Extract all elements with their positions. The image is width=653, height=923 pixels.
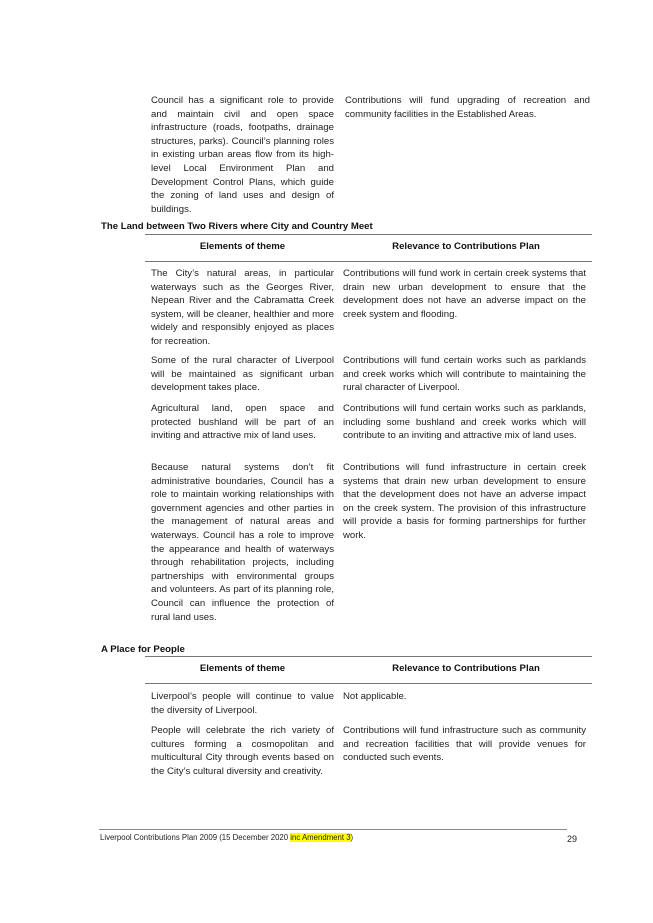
page-number: 29 — [567, 834, 578, 844]
column-header-elements: Elements of theme — [199, 663, 286, 674]
table-row-left — [151, 267, 334, 349]
table-row-left — [151, 461, 334, 624]
table-row-left — [151, 354, 334, 395]
table-row-right — [343, 690, 586, 704]
table-row-right — [343, 461, 586, 543]
header-bottom-rule — [145, 261, 592, 262]
table-row-right — [343, 267, 586, 321]
footer-close: ) — [350, 833, 354, 842]
section-heading-place-for-people: A Place for People — [101, 644, 185, 655]
column-header-relevance: Relevance to Contributions Plan — [392, 663, 540, 674]
row-element-text: Liverpool’s people will continue to value the diversity of Liverpool. — [151, 691, 334, 716]
table-row-left — [151, 690, 334, 717]
table-top-rule — [145, 656, 592, 657]
table-row-left — [151, 402, 334, 443]
section-heading-two-rivers: The Land between Two Rivers where City and Country Meet — [101, 221, 373, 232]
column-header-relevance: Relevance to Contributions Plan — [392, 241, 540, 252]
table-row-right — [343, 724, 586, 765]
row-element-text: People will celebrate the rich variety of cultures forming a cosmopolitan and multicultural City through events based on the City’s cultural diversity and creativity. — [151, 725, 334, 777]
intro-left-cell — [151, 94, 334, 216]
table-row-right — [343, 402, 586, 443]
column-header-elements: Elements of theme — [199, 241, 286, 252]
row-relevance-text: Not applicable. — [343, 691, 407, 702]
footer-highlight: inc Amendment 3 — [290, 833, 351, 842]
row-relevance-text: Contributions will fund certain works such as parklands and creek works which will contribute to maintaining the rural character of Liverpool. — [343, 355, 586, 394]
row-element-text: Agricultural land, open space and protected bushland will be part of an inviting and attractive mix of land uses. — [151, 403, 334, 442]
intro-right-cell — [345, 94, 590, 121]
row-element-text: The City’s natural areas, in particular waterways such as the Georges River, Nepean River and the Cabramatta Creek system, will be cleaner, healthier and more widely and responsibly enjoyed as places for recreation. — [151, 268, 334, 347]
header-bottom-rule — [145, 683, 592, 684]
row-relevance-text: Contributions will fund infrastructure in certain creek systems that drain new urban development to ensure that the development does not have an adverse impact on the creek system. The provision of this infrastructure will provide a basis for forming partnerships for further work. — [343, 462, 586, 541]
table-row-right — [343, 354, 586, 395]
row-relevance-text: Contributions will fund work in certain creek systems that drain new urban development to ensure that the development does not have an adverse impact on the creek system and flooding. — [343, 268, 586, 320]
row-element-text: Because natural systems don’t fit administrative boundaries, Council has a role to maintain working relationships with government agencies and other parties in the management of natural areas and waterways. Council has a role to improve the appearance and health of waterways through rehabilitation projects, including partnerships with environmental groups and volunteers. As part of its planning role, Council can influence the protection of rural land uses. — [151, 462, 334, 623]
row-element-text: Some of the rural character of Liverpool will be maintained as significant urban development takes place. — [151, 355, 334, 394]
intro-right-text: Contributions will fund upgrading of recreation and community facilities in the Established Areas. — [345, 95, 590, 120]
table-top-rule — [145, 234, 592, 235]
intro-left-text: Council has a significant role to provide and maintain civil and open space infrastructure (roads, footpaths, drainage structures, parks). Council’s planning roles in existing urban areas flow from its high-level Local Environment Plan and Development Control Plans, which guide the zoning of land uses and design of buildings. — [151, 95, 334, 215]
row-relevance-text: Contributions will fund infrastructure such as community and recreation facilities that will provide venues for conducted such events. — [343, 725, 586, 764]
footer-title: Liverpool Contributions Plan 2009 (15 December 2020 — [100, 833, 291, 842]
table-row-left — [151, 724, 334, 778]
footer-rule — [99, 829, 567, 830]
footer-text — [100, 833, 353, 842]
row-relevance-text: Contributions will fund certain works such as parklands, including some bushland and creek works which will contribute to an inviting and attractive mix of land uses. — [343, 403, 586, 442]
